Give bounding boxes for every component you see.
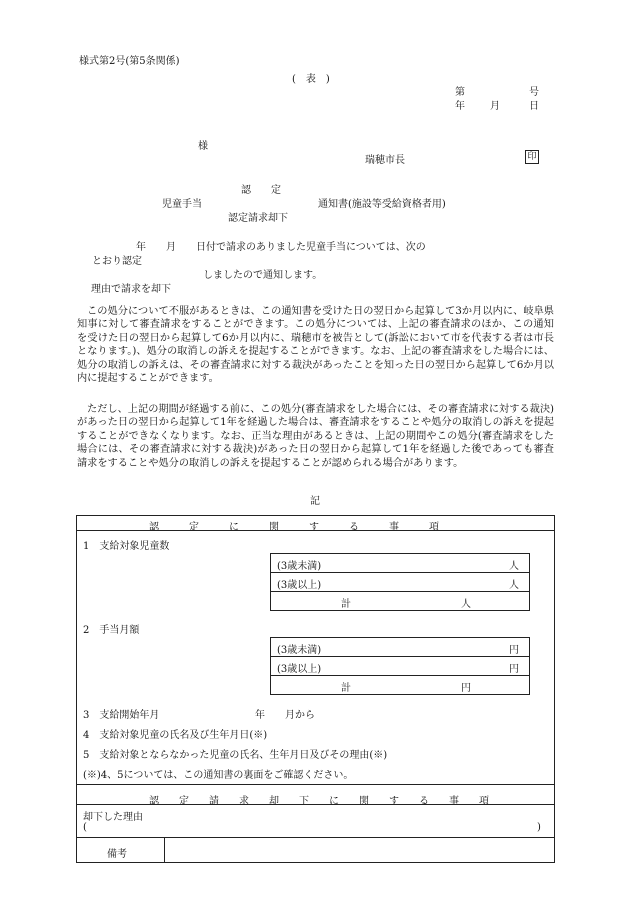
side-indicator: ( 表 ) <box>292 74 330 85</box>
child-count-row-under3 <box>271 554 529 573</box>
addressee-honorific: 様 <box>198 141 208 152</box>
monthly-amount-total-row <box>271 676 529 695</box>
remarks-label: 備考 <box>107 849 127 860</box>
number-suffix: 号 <box>529 87 539 98</box>
ki-heading: 記 <box>310 496 320 507</box>
row-label: (3歳以上) <box>277 664 322 675</box>
kyakka-section-header: 認 定 請 求 却 下 に 関 す る 事 項 <box>149 796 489 807</box>
rejection-reason-label: 却下した理由 <box>83 812 143 823</box>
date-year-label: 年 <box>455 101 465 112</box>
monthly-amount-row-over3 <box>271 657 529 676</box>
child-count-total-row <box>271 592 529 611</box>
form-number: 様式第2号(第5条関係) <box>79 56 180 67</box>
row-label: (3歳以上) <box>277 580 322 591</box>
child-count-box <box>270 553 530 611</box>
date-day-label: 日 <box>529 101 539 112</box>
child-count-row-over3 <box>271 573 529 592</box>
paren-open: ( <box>83 822 87 833</box>
seal-mark: 印 <box>525 150 539 164</box>
item-2-label: 2 手当月額 <box>83 625 140 636</box>
notice-line-1: 年 月 日付で請求のありました児童手当については、次の <box>136 242 426 253</box>
issuer-name: 瑞穂市長 <box>365 155 405 166</box>
item-1-label: 1 支給対象児童数 <box>83 541 170 552</box>
notice-line-3: しましたので通知します。 <box>203 270 323 281</box>
footnote: (※)4、5については、この通知書の裏面をご確認ください。 <box>83 770 354 781</box>
number-label: 第 <box>455 87 465 98</box>
row-label: (3歳未満) <box>277 645 322 656</box>
total-unit: 円 <box>461 683 471 694</box>
details-table <box>76 515 555 863</box>
appeal-paragraph-1: この処分について不服があるときは、この通知書を受けた日の翌日から起算して3か月以内に、岐阜県知事に対して審査請求をすることができます。この処分については、上記の審査請求のほか、この通知を受けた日の翌日から起算して6か月以内に、瑞穂市を被告として(訴訟において市を代表する者は市長となります。)、処分の取消しの訴えを提起することができます。なお、上記の審査請求をした場合には、処分の取消しの訴えは、その審査請求に対する裁決があったことを知った日の翌日から起算して6か月以内に提起することができます。 <box>77 306 554 385</box>
appeal-paragraph-2: ただし、上記の期間が経過する前に、この処分(審査請求をした場合には、その審査請求に対する裁決)があった日の翌日から起算して1年を経過した場合は、審査請求をすることや処分の取消しの訴えを提起することができなくなります。なお、正当な理由があるときは、上記の期間やこの処分(審査請求をした場合には、その審査請求に対する裁決)があった日の翌日から起算して1年を経過した後であっても審査請求をすることや処分の取消しの訴えを提起することが認められる場合があります。 <box>77 404 554 469</box>
monthly-amount-row-under3 <box>271 638 529 657</box>
monthly-amount-box <box>270 637 530 695</box>
title-tsuchisho: 通知書(施設等受給資格者用) <box>318 199 446 210</box>
row-unit: 円 <box>509 645 519 656</box>
item-4-label: 4 支給対象児童の氏名及び生年月日(※) <box>83 730 268 741</box>
date-month-label: 月 <box>490 101 500 112</box>
item-3-label: 3 支給開始年月 <box>83 710 160 721</box>
remarks-field[interactable] <box>172 840 547 860</box>
row-unit: 円 <box>509 664 519 675</box>
item-3-value: 年 月から <box>255 710 315 721</box>
total-unit: 人 <box>461 599 471 610</box>
title-nintei: 認 定 <box>241 185 281 196</box>
title-kyakka: 認定請求却下 <box>228 213 288 224</box>
row-unit: 人 <box>509 561 519 572</box>
title-jido-teate: 児童手当 <box>162 199 202 210</box>
notice-line-2: とおり認定 <box>92 256 142 267</box>
row-label: (3歳未満) <box>277 561 322 572</box>
paren-close: ) <box>537 822 541 833</box>
nintei-section-header: 認 定 に 関 す る 事 項 <box>149 522 439 533</box>
item-5-label: 5 支給対象とならなかった児童の氏名、生年月日及びその理由(※) <box>83 750 388 761</box>
notice-line-4: 理由で請求を却下 <box>91 284 171 295</box>
row-unit: 人 <box>509 580 519 591</box>
total-label: 計 <box>341 683 351 694</box>
total-label: 計 <box>341 599 351 610</box>
